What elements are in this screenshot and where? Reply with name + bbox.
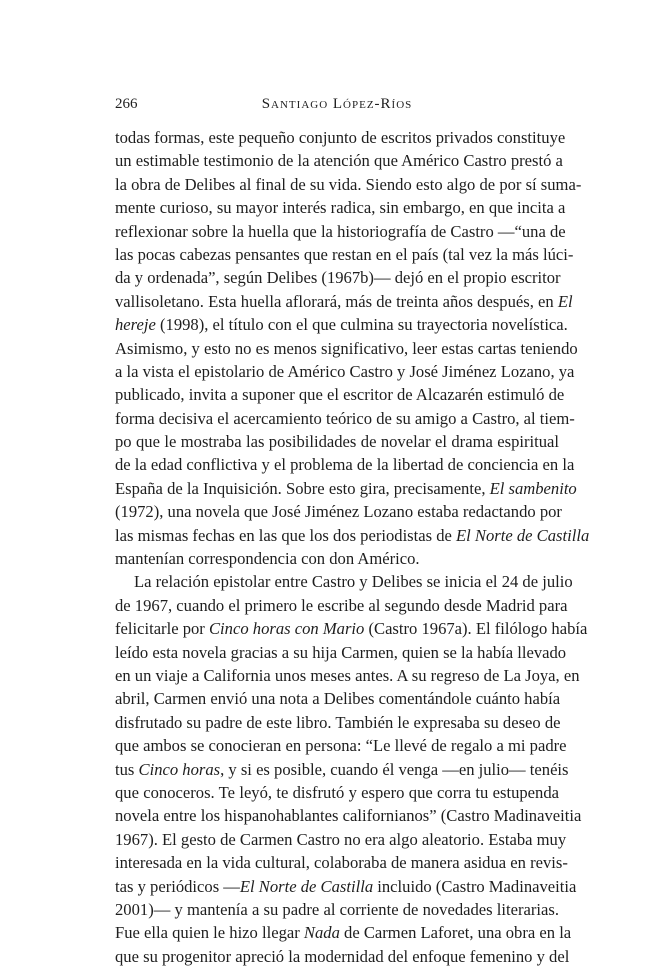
text-line [115,524,590,547]
text-run: mantenían correspondencia con don Américo. [115,549,420,569]
text-run: vallisoletano. Esta huella aflorará, más de treinta años después, en [115,291,558,311]
text-run: publicado, invita a suponer que el escritor de Alcazarén estimuló de [115,385,565,405]
text-run: a la vista el epistolario de Américo Castro y José Jiménez Lozano, ya [115,361,575,381]
page-number: 266 [115,96,138,112]
text-run: que su progenitor apreció la modernidad del enfoque femenino y del [115,946,570,966]
text-run: tas y periódicos — [115,876,240,896]
text-line [115,921,572,944]
text-line [115,594,568,617]
text-line [115,196,566,219]
body-text [115,126,590,968]
text-line [115,453,575,476]
italic-title: Nada [303,923,340,943]
text-run: (Castro 1967a). El filólogo había [364,619,588,639]
text-run: po que le mostraba las posibilidades de novelar el drama espiritual [115,432,559,452]
text-run: da y ordenada”, según Delibes (1967b)— dejó en el propio escritor [115,268,561,288]
text-run: novela entre los hispanohablantes californianos” (Castro Madinaveitia [115,806,582,826]
page-header [115,93,559,115]
text-line [115,477,577,500]
text-line [115,266,559,289]
text-run: Asimismo, y esto no es menos significativo, leer estas cartas teniendo [115,338,578,358]
text-line [115,734,567,757]
text-line [115,173,582,196]
text-line [115,430,559,453]
text-line [115,337,578,360]
text-run: (1972), una novela que José Jiménez Lozano estaba redactando por [115,502,562,522]
italic-title: El Norte de Castilla [456,525,590,545]
text-line [115,851,568,874]
text-line [115,383,565,406]
text-run: en un viaje a California unos meses antes. A su regreso de La Joya, en [115,665,580,685]
text-run: interesada en la vida cultural, colaboraba de manera asidua en revis- [115,853,568,873]
italic-title: El sambenito [489,478,577,498]
paragraph [115,570,588,968]
text-line [115,360,575,383]
text-run: disfrutado su padre de este libro. También le expresaba su deseo de [115,712,561,732]
text-line [115,804,582,827]
text-run: la obra de Delibes al final de su vida. Siendo esto algo de por sí suma- [115,174,582,194]
text-line [115,641,567,664]
text-line [115,875,577,898]
text-line [115,547,559,570]
text-line [115,149,563,172]
text-run: que ambos se conocieran en persona: “Le llevé de regalo a mi padre [115,736,567,756]
text-run: las mismas fechas en las que los dos periodistas de [115,525,457,545]
text-run: tus [115,759,139,779]
text-run: un estimable testimonio de la atención que Américo Castro prestó a [115,151,563,171]
text-line [115,898,559,921]
text-line [115,407,575,430]
text-line [115,945,570,968]
text-line [115,220,566,243]
text-run: todas formas, este pequeño conjunto de escritos privados constituye [115,128,566,147]
text-run: de Carmen Laforet, una obra en la [339,923,572,943]
text-line [115,664,580,687]
text-run: mente curioso, su mayor interés radica, sin embargo, en que incita a [115,198,566,218]
text-run: las pocas cabezas pensantes que restan en el país (tal vez la más lúci- [115,244,574,264]
italic-title: El [557,291,573,311]
text-run: forma decisiva el acercamiento teórico de su amigo a Castro, al tiem- [115,408,575,428]
text-run: reflexionar sobre la huella que la historiografía de Castro —“una de [115,221,566,241]
text-run: (1998), el título con el que culmina su trayectoria novelística. [155,315,568,335]
text-line [115,500,562,523]
text-line [115,290,573,313]
text-line [115,617,588,640]
italic-title: hereje [115,315,156,335]
text-run: 1967). El gesto de Carmen Castro no era algo aleatorio. Estaba muy [115,829,567,849]
text-run: España de la Inquisición. Sobre esto gira, precisamente, [115,478,490,498]
text-run: 2001)— y mantenía a su padre al corriente de novedades literarias. [115,899,559,919]
text-line [115,126,566,149]
italic-title: Cinco horas con Mario [208,619,365,639]
italic-title: El Norte de Castilla [239,876,374,896]
text-line [115,758,569,781]
text-run: felicitarle por [115,619,209,639]
text-line [115,781,559,804]
text-run: que conoceros. Te leyó, te disfrutó y espero que corra tu estupenda [115,782,559,802]
text-run: La relación epistolar entre Castro y Delibes se inicia el 24 de julio [134,572,573,592]
text-line [115,313,568,336]
text-run: leído esta novela gracias a su hija Carmen, quien se la había llevado [115,642,567,662]
text-run: de 1967, cuando el primero le escribe al segundo desde Madrid para [115,595,568,615]
text-line [115,243,574,266]
text-run: Fue ella quien le hizo llegar [115,923,304,943]
text-line [115,570,573,593]
text-run: incluido (Castro Madinaveitia [373,876,577,896]
text-run: de la edad conflictiva y el problema de la libertad de conciencia en la [115,455,575,475]
paragraph [115,126,590,570]
text-line [115,828,567,851]
text-run: abril, Carmen envió una nota a Delibes comentándole cuánto había [115,689,561,709]
running-head: Santiago López-Ríos [261,96,413,112]
text-line [115,711,559,734]
text-run: , y si es posible, cuando él venga —en julio— tenéis [220,759,569,779]
text-line [115,687,559,710]
italic-title: Cinco horas [138,759,221,779]
